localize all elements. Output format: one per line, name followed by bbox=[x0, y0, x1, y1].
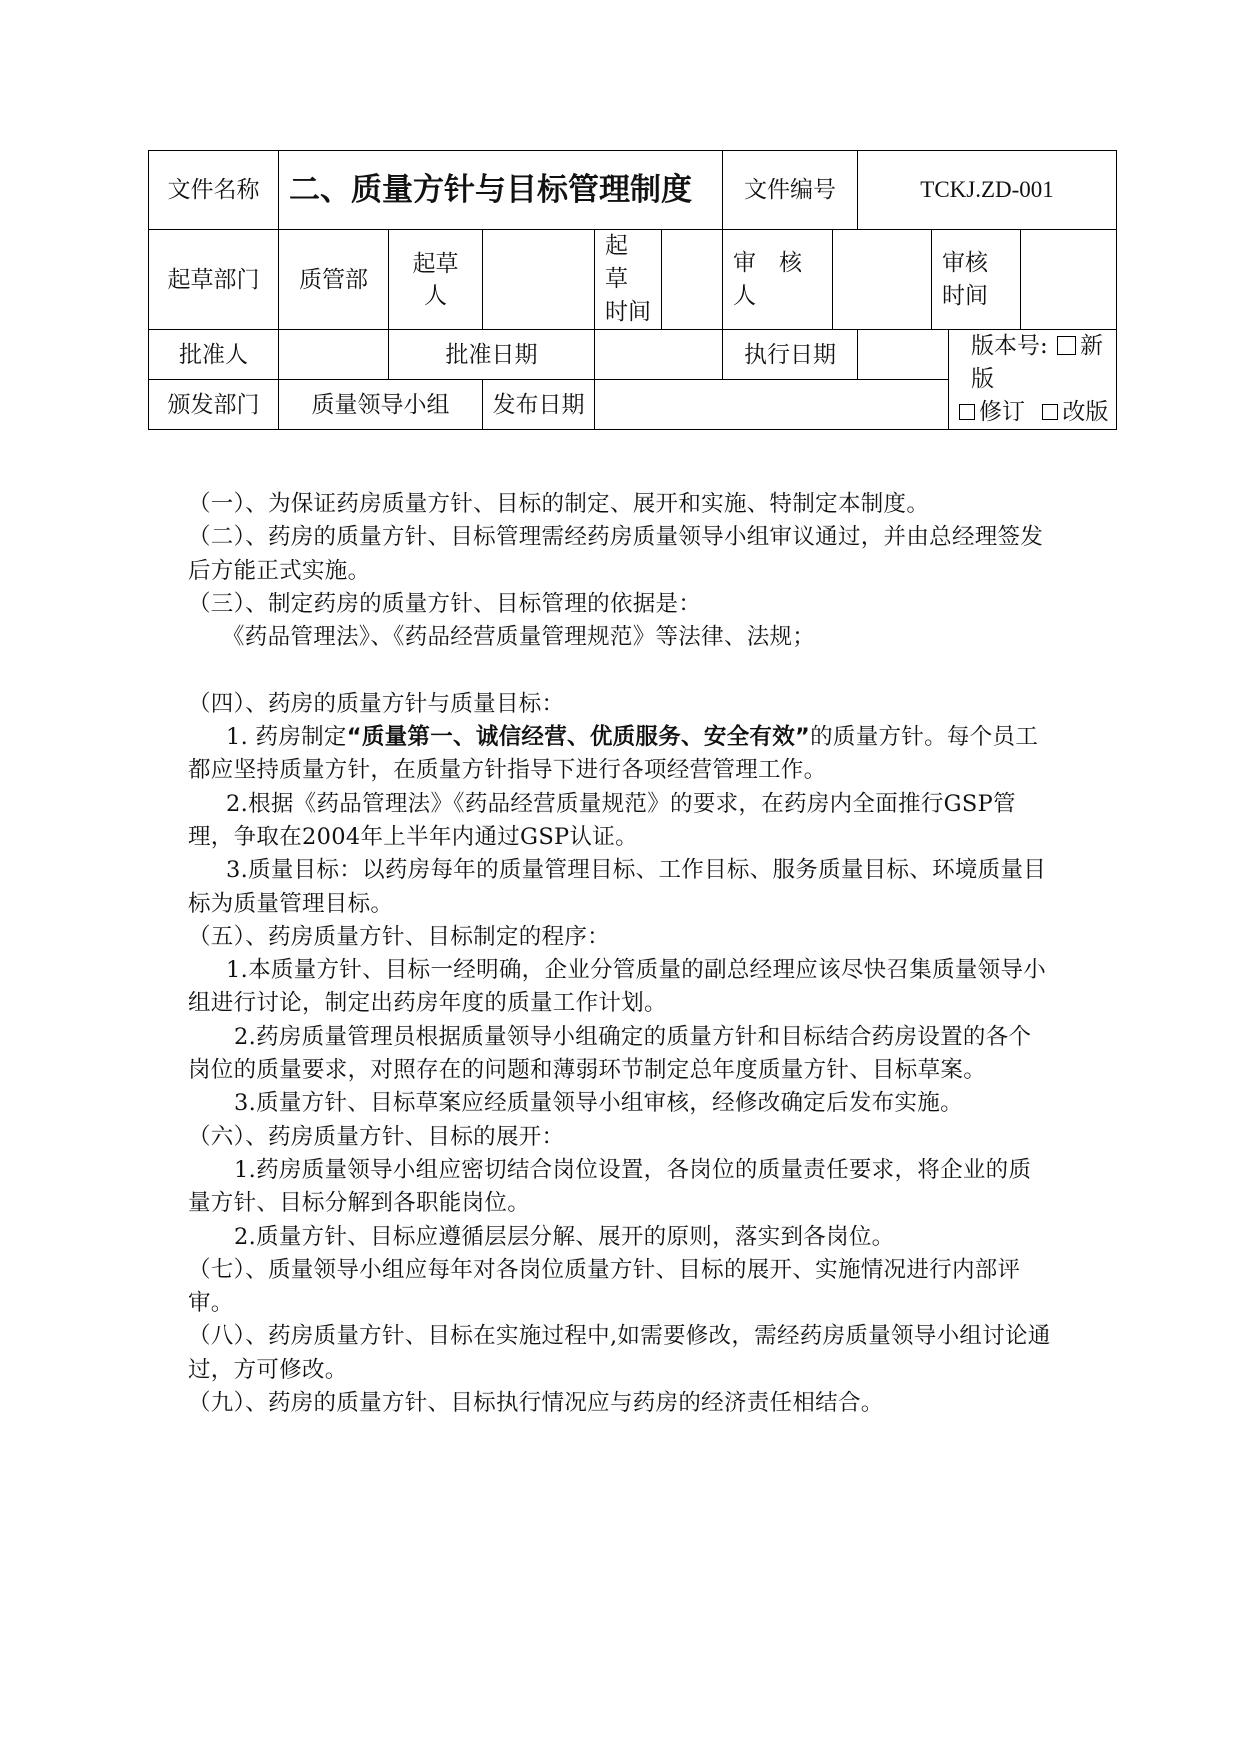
draft-dept-value: 质管部 bbox=[279, 230, 389, 330]
paragraph-4: （四）、药房的质量方针与质量目标： bbox=[188, 690, 565, 717]
version-change-label: 改版 bbox=[1062, 399, 1109, 425]
paragraph-7: （七）、质量领导小组应每年对各岗位质量方针、目标的展开、实施情况进行内部评审。 bbox=[188, 1256, 1021, 1317]
exec-date-value bbox=[858, 330, 949, 380]
approve-date-label: 批准日期 bbox=[389, 330, 595, 380]
version-cell bbox=[949, 330, 1117, 430]
approver-label: 批准人 bbox=[149, 330, 279, 380]
paragraph-9: （九）、药房的质量方针、目标执行情况应与药房的经济责任相结合。 bbox=[188, 1390, 884, 1417]
file-name-label: 文件名称 bbox=[149, 151, 279, 230]
drafter-value bbox=[483, 230, 595, 330]
paragraph-3: （三）、制定药房的质量方针、目标管理的依据是： bbox=[188, 590, 702, 617]
paragraph-5: （五）、药房质量方针、目标制定的程序： bbox=[188, 923, 610, 950]
paragraph-6-item-1: 1.药房质量领导小组应密切结合岗位设置，各岗位的质量责任要求，将企业的质量方针、目标分解到各职能岗位。 bbox=[188, 1156, 1032, 1217]
checkbox-revise[interactable] bbox=[959, 404, 975, 420]
document-header-table bbox=[148, 150, 1117, 430]
draft-dept-label: 起草部门 bbox=[149, 230, 279, 330]
drafter-label: 起草 人 bbox=[389, 230, 483, 330]
paragraph-4-item-2: 2.根据《药品管理法》《药品经营质量规范》的要求，在药房内全面推行GSP管理，争取在2004年上半年内通过GSP认证。 bbox=[188, 790, 1016, 850]
exec-date-label: 执行日期 bbox=[723, 330, 858, 380]
paragraph-8: （八）、药房质量方针、目标在实施过程中,如需要修改，需经药房质量领导小组讨论通过，方可修改。 bbox=[188, 1323, 1051, 1383]
document-body bbox=[188, 488, 1054, 1420]
reviewer-value bbox=[833, 230, 932, 330]
version-revise-label: 修订 bbox=[979, 399, 1026, 425]
paragraph-6-item-2: 2.质量方针、目标应遵循层层分解、展开的原则，落实到各岗位。 bbox=[234, 1223, 895, 1250]
publish-date-value bbox=[595, 380, 949, 430]
file-no-label: 文件编号 bbox=[723, 151, 858, 230]
file-no-value: TCKJ.ZD-001 bbox=[858, 151, 1117, 230]
paragraph-4-item-1: 1. 药房制定“质量第一、诚信经营、优质服务、安全有效”的质量方针。每个员工都应坚持质量方针，在质量方针指导下进行各项经营管理工作。 bbox=[188, 724, 1039, 784]
draft-time-value bbox=[662, 230, 723, 330]
document-title: 二、质量方针与目标管理制度 bbox=[279, 151, 723, 230]
blank-line bbox=[188, 654, 1054, 687]
review-time-value bbox=[1021, 230, 1117, 330]
paragraph-4-item-3: 3.质量目标：以药房每年的质量管理目标、工作目标、服务质量目标、环境质量目标为质量管理目标。 bbox=[188, 857, 1047, 917]
paragraph-5-item-1: 1.本质量方针、目标一经明确，企业分管质量的副总经理应该尽快召集质量领导小组进行讨论，制定出药房年度的质量工作计划。 bbox=[188, 957, 1047, 1017]
paragraph-2: （二）、药房的质量方针、目标管理需经药房质量领导小组审议通过，并由总经理签发后方能正式实施。 bbox=[188, 524, 1044, 584]
reviewer-label: 审 核 人 bbox=[723, 230, 833, 330]
paragraph-1: （一）、为保证药房质量方针、目标的制定、展开和实施、特制定本制度。 bbox=[188, 491, 930, 517]
version-label: 版本号: bbox=[971, 333, 1048, 359]
paragraph-5-item-3: 3.质量方针、目标草案应经质量领导小组审核，经修改确定后发布实施。 bbox=[234, 1090, 963, 1117]
checkbox-change[interactable] bbox=[1042, 404, 1058, 420]
publish-date-label: 发布日期 bbox=[483, 380, 595, 430]
issue-dept-label: 颁发部门 bbox=[149, 380, 279, 430]
issue-dept-value: 质量领导小组 bbox=[279, 380, 483, 430]
checkbox-new-version[interactable] bbox=[1057, 336, 1076, 355]
approve-date-value bbox=[595, 330, 723, 380]
paragraph-6: （六）、药房质量方针、目标的展开： bbox=[188, 1123, 565, 1150]
version-new-label: 新版 bbox=[971, 333, 1104, 392]
paragraph-3-basis: 《药品管理法》、《药品经营质量管理规范》等法律、法规； bbox=[222, 624, 816, 651]
paragraph-5-item-2: 2.药房质量管理员根据质量领导小组确定的质量方针和目标结合药房设置的各个岗位的质量要求，对照存在的问题和薄弱环节制定总年度质量方针、目标草案。 bbox=[188, 1023, 1032, 1084]
quality-policy-slogan: “质量第一、诚信经营、优质服务、安全有效” bbox=[346, 724, 811, 751]
review-time-label: 审核 时间 bbox=[932, 230, 1021, 330]
approver-value bbox=[279, 330, 389, 380]
draft-time-label: 起草 时间 bbox=[595, 230, 662, 330]
